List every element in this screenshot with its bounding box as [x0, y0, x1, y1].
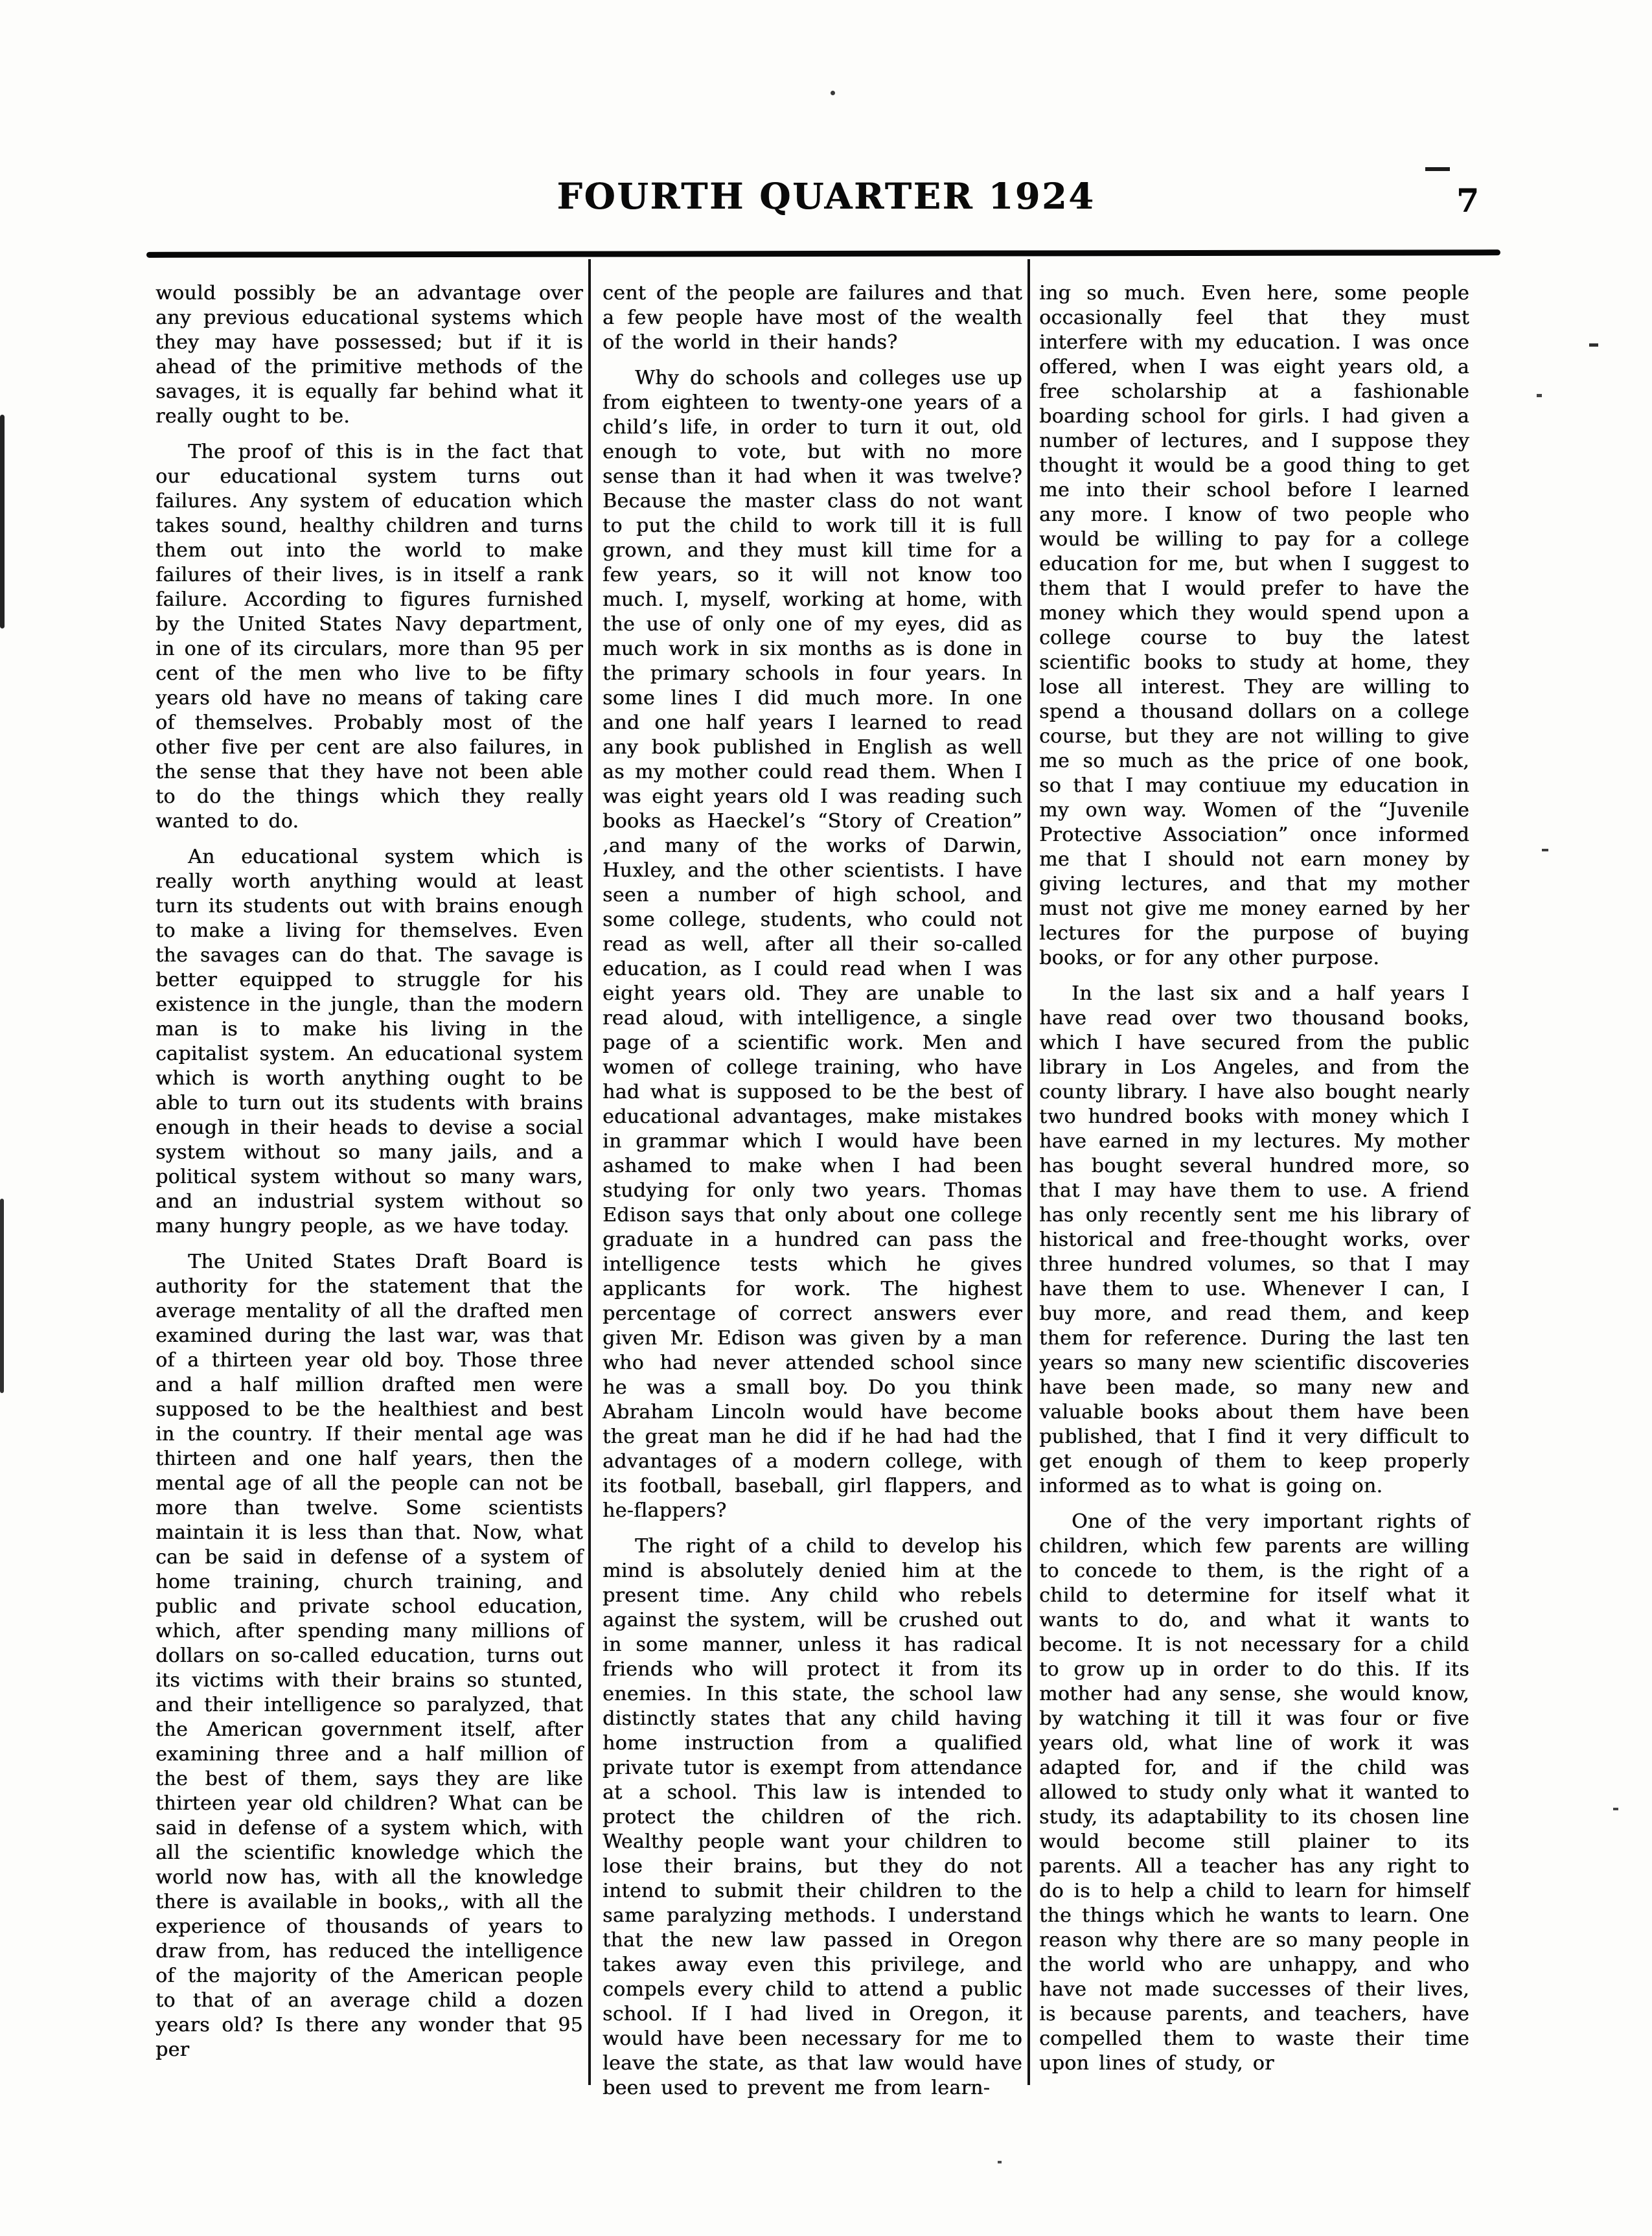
column-divider	[1027, 259, 1030, 2085]
scan-artifact	[1537, 394, 1542, 397]
paragraph: cent of the people are failures and that a few people have most of the wealth of the world in their hands?	[602, 282, 1022, 354]
text-column-3	[1039, 281, 1469, 2087]
paragraph: would possibly be an advantage over any previous educational systems which they may have possessed; but if it is ahead of the primitive methods of the savages, it is equally far behind what it really ought to be.	[155, 282, 583, 428]
paragraph: The United States Draft Board is authority for the statement that the average mentality of all the drafted men examined during the last war, was that of a thirteen year old boy. Those three and a half million drafted men were supposed to be the healthiest and best in the country. If their mental age was thirteen and one half years, then the mental age of all the people can not be more than twelve. Some scientists maintain it is less than that. Now, what can be said in defense of a system of home training, church training, and public and private school education, which, after spending many millions of dollars on so-called education, turns out its victims with their brains so stunted, and their intelligence so paralyzed, that the American government itself, after examining three and a half million of the best of them, says they are like thirteen year old children? What can be said in defense of a system which, with all the scientific knowledge which the world now has, with all the knowledge there is available in books,, with all the experience of thousands of years to draw from, has reduced the intelligence of the majority of the American people to that of an average child a dozen years old? Is there any wonder that 95 per	[155, 1251, 583, 2061]
column-divider	[588, 259, 591, 2085]
paragraph: The proof of this is in the fact that our educational system turns out failures. Any system of education which takes sound, healthy children and turns them out into the world to make failures of their lives, is in itself a rank failure. According to figures furnished by the United States Navy department, in one of its circulars, more than 95 per cent of the men who live to be fifty years old have no means of taking care of themselves. Probably most of the other five per cent are also failures, in the sense that they have not been able to do the things which they really wanted to do.	[155, 441, 583, 833]
paragraph: The right of a child to develop his mind is absolutely denied him at the present time. Any child who rebels against the system, will be crushed out in some manner, unless it has radical friends who will protect it from its enemies. In this state, the school law distinctly states that any child having home instruction from a qualified private tutor is exempt from attendance at a school. This law is intended to protect the children of the rich. Wealthy people want your children to lose their brains, but they do not intend to submit their children to the same paralyzing methods. I understand that the new law passed in Oregon takes away even this privilege, and compels every child to attend a public school. If I had lived in Oregon, it would have been necessary for me to leave the state, as that law would have been used to prevent me from learn-	[602, 1535, 1022, 2099]
paragraph: In the last six and a half years I have read over two thousand books, which I have secured from the public library in Los Angeles, and from the county library. I have also bought nearly two hundred books with money which I have earned in my lectures. My mother has bought several hundred more, so that I may have them to use. A friend has only recently sent me his library of historical and free-thought works, over three hundred volumes, so that I may have them to use. Whenever I can, I buy more, and read them, and keep them for reference. During the last ten years so many new scientific discoveries have been made, so many new and valuable books about them have been published, that I find it very difficult to get enough of them to keep properly informed as to what is going on.	[1039, 982, 1469, 1497]
scan-artifact	[0, 415, 5, 628]
paragraph: One of the very important rights of children, which few parents are willing to concede to them, is the right of a child to determine for itself what it wants to do, and what it wants to become. It is not necessary for a child to grow up in order to do this. If its mother had any sense, she would know, by watching it till it was four or five years old, what line of work it was adapted for, and if the child was allowed to study only what it wanted to study, its adaptability to its chosen line would become still plainer to its parents. All a teacher has any right to do is to help a child to learn for himself the things which he wants to learn. One reason why there are so many people in the world who are unhappy, and who have not made successes of their lives, is because parents, and teachers, have compelled them to waste their time upon lines of study, or	[1039, 1510, 1469, 2075]
scan-artifact	[1589, 343, 1598, 347]
text-column-2	[602, 281, 1022, 2112]
scan-artifact	[831, 91, 835, 95]
paragraph: An educational system which is really worth anything would at least turn its students out with brains enough to make a living for themselves. Even the savages can do that. The savage is better equipped to struggle for his existence in the jungle, than the modern man is to make his living in the capitalist system. An educational system which is worth anything ought to be able to turn out its students with brains enough in their heads to devise a social system without so many jails, and a political system without so many wars, and an industrial system without so many hungry people, as we have today.	[155, 846, 583, 1238]
paragraph: ing so much. Even here, some people occasionally feel that they must interfere with my education. I was once offered, when I was eight years old, a free scholarship at a fashionable boarding school for girls. I had given a number of lectures, and I suppose they thought it would be a good thing to get me into their school before I learned any more. I know of two people who would be willing to pay for a college education for me, but when I suggest to them that I would prefer to have the money which they would spend upon a college course to buy the latest scientific books to study at home, they lose all interest. They are willing to spend a thousand dollars on a college course, but they are not willing to give me so much as the price of one book, so that I may contiuue my education in my own way. Women of the “Juvenile Protective Association” once informed me that I should not earn money by giving lectures, and that my mother must not give me money earned by her lectures for the purpose of buying books, or for any other purpose.	[1039, 282, 1469, 969]
paragraph: Why do schools and colleges use up from eighteen to twenty-one years of a child’s life, in order to turn it out, old enough to vote, but with no more sense than it had when it was twelve? Because the master class do not want to put the child to work till it is full grown, and they must kill time for a few years, so it will not know too much. I, myself, working at home, with the use of only one of my eyes, did as much work in six months as is done in the primary schools in four years. In some lines I did much more. In one and one half years I learned to read any book published in English as well as my mother could read them. When I was eight years old I was reading such books as Haeckel’s “Story of Creation” ,and many of the works of Darwin, Huxley, and the other scientists. I have seen a number of high school, and some college, students, who could not read as well, after all their so-called education, as I could read when I was eight years old. They are unable to read aloud, with intelligence, a single page of a scientific work. Men and women of college training, who have had what is supposed to be the best of educational advantages, make mistakes in grammar which I would have been ashamed to make when I had been studying for only two years. Thomas Edison says that only about one college graduate in a hundred can pass the intelligence tests which he gives applicants for work. The highest percentage of correct answers ever given Mr. Edison was given by a man who had never attended school since he was a small boy. Do you think Abraham Lincoln would have become the great man he did if he had had the advantages of a modern college, with its football, baseball, girl flappers, and he-flappers?	[602, 367, 1022, 1522]
header-rule	[146, 249, 1500, 258]
scan-artifact	[1425, 167, 1450, 171]
text-column-1	[155, 281, 583, 2073]
scan-artifact	[998, 2161, 1002, 2163]
scan-artifact	[1542, 849, 1548, 851]
page-title: FOURTH QUARTER 1924	[556, 175, 1096, 217]
scan-artifact	[1613, 1808, 1618, 1810]
page-number: 7	[1456, 181, 1479, 220]
scan-artifact	[0, 1199, 4, 1393]
